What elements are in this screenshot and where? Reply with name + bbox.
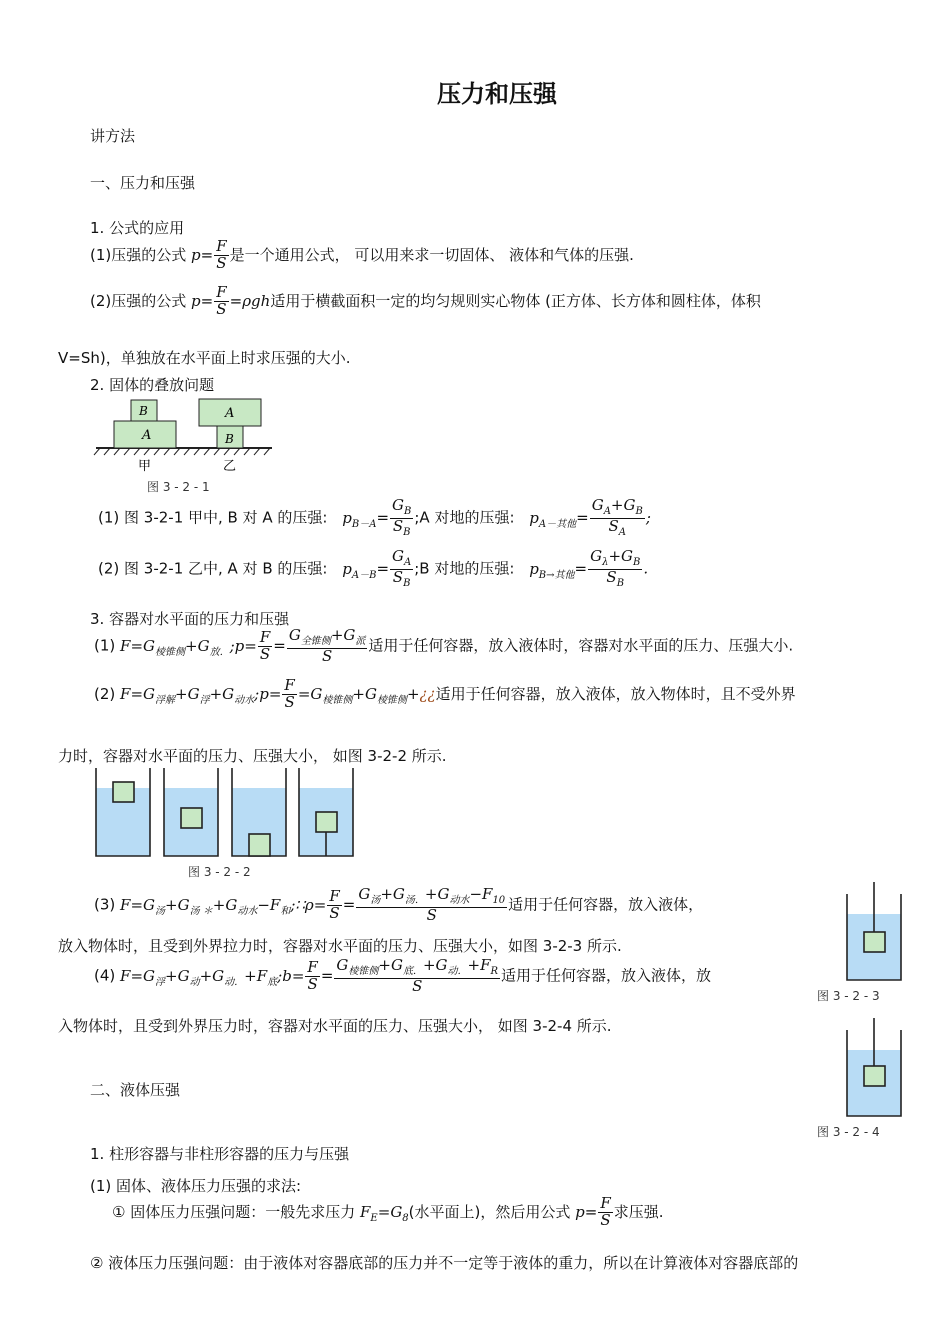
math-eq: = [200, 245, 214, 264]
frac-c4: $\frac{G_{棱锥侧}+G_{底.}+G_{动.}+F_R}{S}$ [336, 956, 499, 995]
label-b-jia: B [139, 404, 148, 418]
math-eq: = [574, 559, 588, 578]
math-eq: = [229, 291, 243, 310]
item1-post: 是一个通用公式， 可以用来求一切固体、 液体和气体的压强. [229, 245, 634, 264]
frac-f-s: $\frac{F}{S}$ [329, 886, 340, 922]
stack2-mid: ;B 对地的压强: [414, 559, 515, 578]
p-b-ground: $p_{B\to 其他}$ [529, 559, 575, 581]
section2-sub1: 1. 柱形容器与非柱形容器的压力与压强 [90, 1145, 350, 1163]
frac-f-s: $\frac{F}{S}$ [216, 237, 227, 272]
frac-gb-sb: $\frac{G_B}{S_B}$ [392, 496, 412, 538]
frac-f-s: $\frac{F}{S}$ [259, 627, 271, 663]
subsection-container: 3. 容器对水平面的压力和压强 [90, 610, 290, 628]
math-eq: = [376, 559, 390, 578]
c4-expr: $F=G_浮+G_动+G_{动.}+F_底;b=$ [120, 966, 305, 988]
frac-ga-gb-sa: $\frac{G_A+G_B}{S_A}$ [591, 496, 643, 538]
c3-post: 适用于任何容器，放入液体， [508, 895, 704, 914]
math-p: p [575, 1202, 585, 1221]
math-p: p [191, 245, 201, 264]
item1-pre: (1)压强的公式 [90, 245, 187, 264]
c4-post: 适用于任何容器，放入液体，放 [501, 966, 712, 985]
subsection-stacking: 2. 固体的叠放问题 [90, 376, 215, 394]
subsection-formula-use: 1. 公式的应用 [90, 219, 185, 237]
frac-c1: $\frac{G_{全锥侧}+G_派}{S}$ [288, 626, 366, 665]
frac-f-s: $\frac{F}{S}$ [284, 676, 295, 711]
label-a-yi: A [225, 406, 235, 421]
label-1: (1) [94, 636, 116, 655]
c2-post: 适用于任何容器，放入液体，放入物体时，且不受外界 [435, 684, 796, 703]
p2-pre: ① 固体压力压强问题：一般先求压力 [112, 1202, 356, 1221]
stack2-pre: (2) 图 3-2-1 乙中, A 对 B 的压强: [98, 559, 328, 578]
stack1-pre: (1) 图 3-2-1 甲中, B 对 A 的压强: [98, 508, 328, 527]
block-sunk [249, 834, 270, 856]
container-formula-1 [94, 628, 793, 664]
label-4: (4) [94, 966, 116, 985]
label-3: (3) [94, 895, 116, 914]
figure-3-2-2 [92, 768, 357, 883]
math-eq: = [376, 508, 390, 527]
formula-line-1 [90, 239, 634, 272]
math-semicolon: ; [645, 508, 651, 527]
figure-3-2-4 [815, 1018, 905, 1143]
section2-p3: ② 液体压力压强问题：由于液体对容器底部的压力并不一定等于液体的重力，所以在计算液体对容器底部的 [90, 1254, 799, 1272]
section2-heading: 二、液体压强 [90, 1081, 181, 1099]
block-tied [316, 812, 337, 832]
frac-f-s: $\frac{F}{S}$ [600, 1194, 611, 1229]
math-p: p [191, 291, 201, 310]
math-eq: = [576, 508, 589, 527]
math-eq: = [584, 1202, 598, 1221]
section2-p1: (1) 固体、液体压力压强的求法: [90, 1177, 302, 1195]
section2-p2 [112, 1196, 664, 1229]
c1-expr: $F=G_{棱锥侧}+G_{放.};p=$ [120, 636, 257, 658]
stack-line-2 [98, 549, 648, 589]
section1-heading: 一、压力和压强 [90, 174, 196, 192]
block-floating [113, 782, 134, 802]
frac-f-s: $\frac{F}{S}$ [307, 957, 318, 993]
math-eq: = [342, 895, 356, 914]
c3-expr: $F=G_汤+G_{汤 *}+G_{动水}-F_和;∷\rho=$ [120, 895, 327, 917]
section-method: 讲方法 [90, 127, 136, 145]
label-yi: 乙 [223, 459, 237, 474]
frac-c3: $\frac{G_汤+G_{汤.}+G_{动水}-F_{10}}{S}$ [358, 885, 506, 924]
math-rho-gh: ρgh [242, 291, 271, 310]
p2-mid: (水平面上)，然后用公式 [408, 1202, 571, 1221]
frac-glambda-gb-sb: $\frac{G_\lambda+G_B}{S_B}$ [590, 547, 641, 589]
figure-3-2-3 [815, 882, 905, 1007]
frac-ga-sb: $\frac{G_A}{S_B}$ [392, 547, 412, 589]
label-b-yi: B [225, 432, 234, 446]
formula-line-2 [90, 285, 761, 318]
math-eq: = [273, 636, 286, 655]
c1-post: 适用于任何容器，放入液体时，容器对水平面的压力、压强大小. [368, 636, 794, 655]
stack-line-1 [98, 498, 651, 538]
p-ba: $p_{B-A}$ [342, 508, 377, 530]
stack1-mid: ;A 对地的压强: [414, 508, 515, 527]
item2-post: 适用于横截面积一定的均匀规则实心物体 (正方体、长方体和圆柱体，体积 [270, 291, 761, 310]
frac-f-s: $\frac{F}{S}$ [216, 283, 227, 318]
c2-continued: 力时，容器对水平面的压力、压强大小， 如图 3-2-2 所示. [58, 747, 447, 765]
label-a-jia: A [142, 428, 152, 443]
p2-post: 求压强. [613, 1202, 664, 1221]
c2-expr: $F=G_{浮解}+G_浮+G_{动水};p=$ [120, 684, 282, 706]
label-jia: 甲 [138, 459, 152, 474]
math-eq: = [320, 966, 334, 985]
label-2: (2) [94, 684, 116, 703]
page-title: 压力和压强 [437, 80, 557, 108]
block-pushed [864, 1066, 885, 1086]
caption-3-2-3: 图 3 - 2 - 3 [817, 989, 880, 1003]
p-a-ground: $p_{A-其他}$ [529, 508, 577, 530]
container-formula-3 [94, 887, 703, 923]
c4-continued: 入物体时，且受到外界压力时，容器对水平面的压力、压强大小， 如图 3-2-4 所示. [58, 1017, 612, 1035]
caption-3-2-4: 图 3 - 2 - 4 [817, 1125, 880, 1139]
c3-continued: 放入物体时，且受到外界拉力时，容器对水平面的压力、压强大小，如图 3-2-3 所示. [58, 937, 622, 955]
fe-expr: $F_E=G_8$ [360, 1202, 409, 1224]
math-period: . [643, 559, 649, 578]
container-formula-4 [94, 958, 711, 994]
figure-3-2-1 [92, 395, 277, 495]
block-pulled [864, 932, 885, 952]
item2-pre: (2)压强的公式 [90, 291, 187, 310]
p-ab: $p_{A-B}$ [342, 559, 377, 581]
caption-3-2-1: 图 3 - 2 - 1 [147, 480, 210, 494]
caption-3-2-2: 图 3 - 2 - 2 [188, 865, 251, 879]
item2-continued: V=Sh)，单独放在水平面上时求压强的大小. [58, 349, 351, 367]
math-eq: = [200, 291, 214, 310]
c2-expr-tail: $=G_{棱锥侧}+G_{棱锥侧}+¿¿$ [297, 684, 436, 706]
block-suspended [181, 808, 202, 828]
container-formula-2 [94, 678, 796, 711]
